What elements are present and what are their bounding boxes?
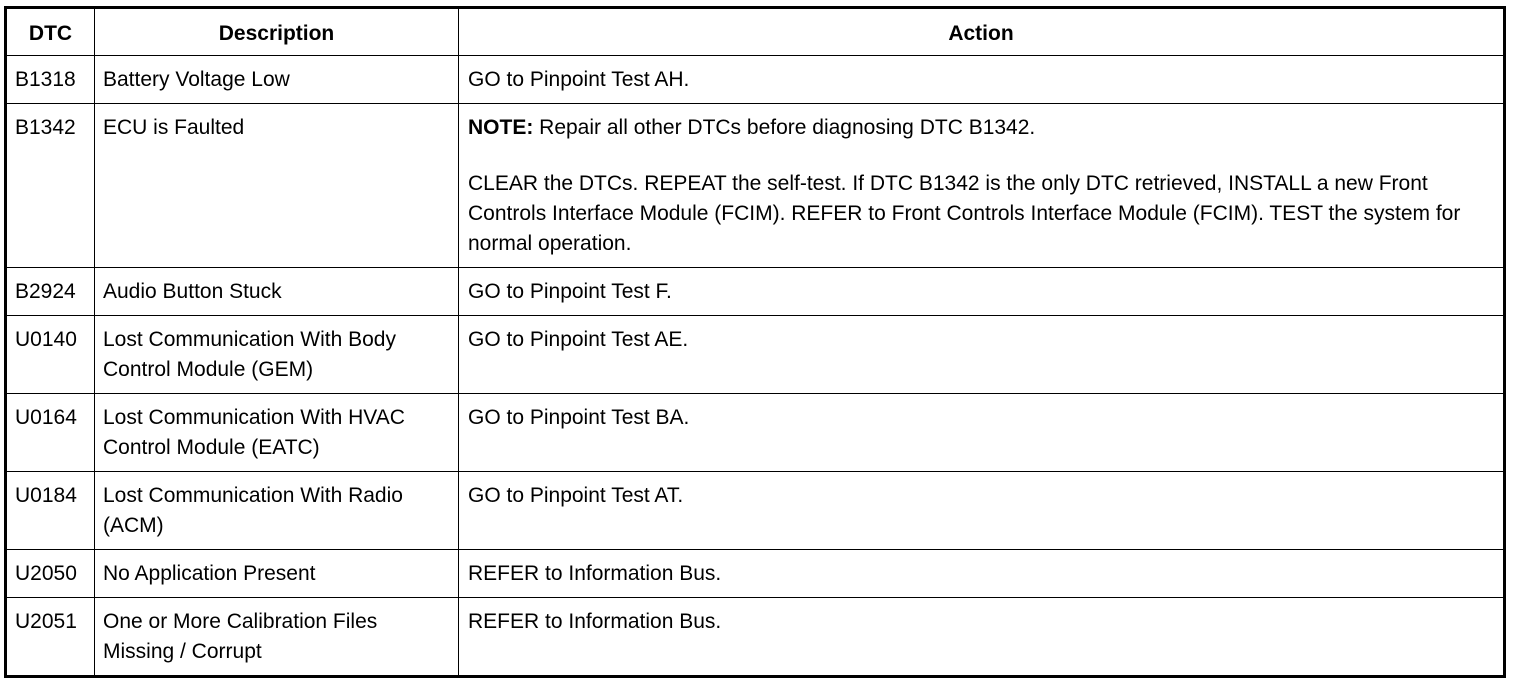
header-dtc: DTC	[6, 8, 95, 56]
dtc-code: U2051	[6, 598, 95, 677]
dtc-description: ECU is Faulted	[95, 104, 459, 268]
dtc-code: U2050	[6, 550, 95, 598]
dtc-description: Lost Communication With Radio (ACM)	[95, 472, 459, 550]
action-paragraph: CLEAR the DTCs. REPEAT the self-test. If DTC B1342 is the only DTC retrieved, INSTALL a new Front Controls Interface Module (FCIM). REFER to Front Controls Interface Module (FCIM). TEST the system for normal operation.	[468, 172, 1461, 255]
table-header-row	[6, 8, 1505, 56]
dtc-action: REFER to Information Bus.	[459, 598, 1505, 677]
dtc-description: Lost Communication With Body Control Module (GEM)	[95, 316, 459, 394]
table-row	[6, 598, 1505, 677]
dtc-code: U0140	[6, 316, 95, 394]
dtc-action	[459, 104, 1505, 268]
dtc-description: Lost Communication With HVAC Control Module (EATC)	[95, 394, 459, 472]
table-row	[6, 472, 1505, 550]
note-label: NOTE:	[468, 116, 534, 139]
table-row	[6, 268, 1505, 316]
table-row	[6, 56, 1505, 104]
table-row	[6, 394, 1505, 472]
dtc-table	[4, 6, 1506, 678]
dtc-code: U0184	[6, 472, 95, 550]
dtc-code: B2924	[6, 268, 95, 316]
table-row	[6, 104, 1505, 268]
dtc-action: GO to Pinpoint Test BA.	[459, 394, 1505, 472]
table-row	[6, 550, 1505, 598]
dtc-action: GO to Pinpoint Test AE.	[459, 316, 1505, 394]
dtc-code: B1342	[6, 104, 95, 268]
dtc-description: No Application Present	[95, 550, 459, 598]
dtc-description: Battery Voltage Low	[95, 56, 459, 104]
header-action: Action	[459, 8, 1505, 56]
dtc-description: Audio Button Stuck	[95, 268, 459, 316]
table-row	[6, 316, 1505, 394]
dtc-action: GO to Pinpoint Test AH.	[459, 56, 1505, 104]
note-paragraph	[468, 113, 1495, 143]
dtc-code: U0164	[6, 394, 95, 472]
dtc-description: One or More Calibration Files Missing / Corrupt	[95, 598, 459, 677]
dtc-code: B1318	[6, 56, 95, 104]
dtc-action: GO to Pinpoint Test AT.	[459, 472, 1505, 550]
header-description: Description	[95, 8, 459, 56]
note-text: Repair all other DTCs before diagnosing DTC B1342.	[533, 116, 1036, 139]
dtc-action: REFER to Information Bus.	[459, 550, 1505, 598]
dtc-action: GO to Pinpoint Test F.	[459, 268, 1505, 316]
